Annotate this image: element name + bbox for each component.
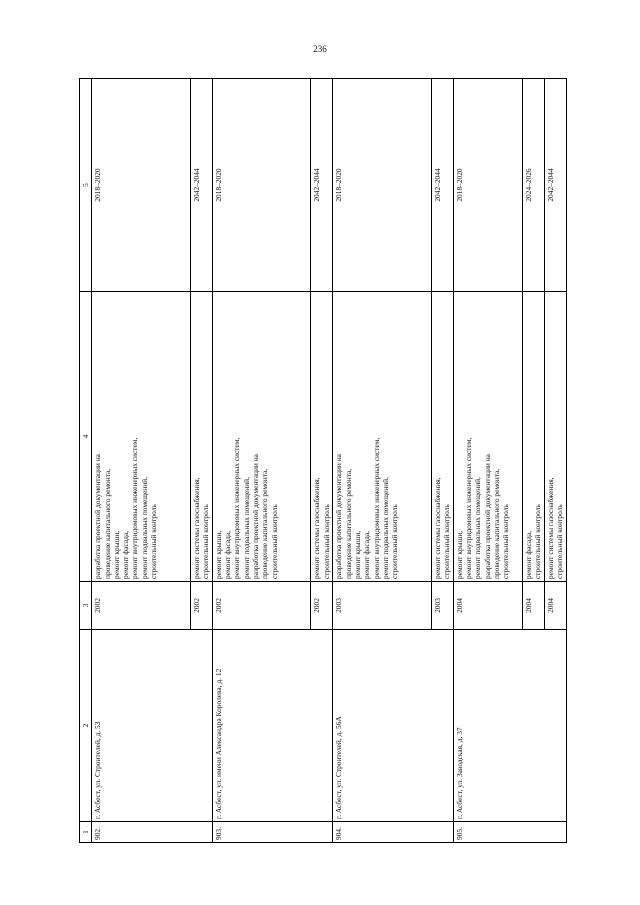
repair-period-cell: 2042–2044 [431,79,453,292]
page-number: 236 [313,44,327,54]
commission-year-cell: 2002 [92,582,191,630]
work-item: ремонт системы газоснабжения, [432,477,442,579]
work-item: ремонт внутридомовых инженерных систем, [130,437,140,579]
work-item: разработка проектной документации на [251,454,261,579]
repair-period-cell: 2018–2020 [453,79,522,292]
work-item: ремонт подвальных помещений, [241,477,251,579]
work-item: разработка проектной документации на [482,454,492,579]
commission-year-cell: 2002 [311,582,333,630]
table-row [453,79,522,843]
header-col-3: 3 [80,582,92,630]
header-col-4: 4 [80,292,92,582]
repair-period-cell: 2024–2026 [523,79,545,292]
work-item: ремонт фасада, [362,531,372,579]
works-cell [453,292,522,582]
address-cell: г. Асбест, ул. Строителей, д. 53 [92,630,213,822]
works-cell [311,292,333,582]
work-item: строительный контроль [533,504,543,579]
row-number-cell: 904. [333,822,454,843]
work-item: ремонт фасада, [121,531,131,579]
work-item: строительный контроль [321,504,331,579]
works-cell [544,292,566,582]
work-item: ремонт крыши, [352,530,362,579]
row-number-cell: 903. [212,822,333,843]
work-item: ремонт внутридомовых инженерных систем, [232,437,242,579]
work-item: строительный контроль [201,504,211,579]
commission-year-cell: 2004 [453,582,522,630]
work-item: проведение капитального ремонта, [102,468,112,579]
work-item: строительный контроль [501,504,511,579]
header-col-5: 5 [80,79,92,292]
commission-year-cell: 2004 [523,582,545,630]
table-row [333,79,432,843]
work-item: ремонт подвальных помещений, [139,477,149,579]
work-item: разработка проектной документации на [334,454,344,579]
work-item: ремонт крыши, [213,530,223,579]
work-item: ремонт подвальных помещений, [473,477,483,579]
rotated-table-container [79,78,567,843]
work-item: проведение капитального ремонта, [343,468,353,579]
work-item: ремонт системы газоснабжения, [191,477,201,579]
work-item: проведение капитального ремонта, [492,468,502,579]
works-cell [92,292,191,582]
address-cell: г. Асбест, ул. Строителей, д. 56А [333,630,454,822]
work-item: строительный контроль [390,504,400,579]
address-cell: г. Асбест, ул. Заводская, д. 37 [453,630,566,822]
work-item: ремонт крыши, [454,530,464,579]
works-cell [431,292,453,582]
header-col-1: 1 [80,822,92,843]
commission-year-cell: 2003 [431,582,453,630]
address-cell: г. Асбест, ул. имени Александра Королева, д. 12 [212,630,333,822]
repair-period-cell: 2042–2044 [311,79,333,292]
commission-year-cell: 2003 [333,582,432,630]
work-item: ремонт внутридомовых инженерных систем, [371,437,381,579]
repair-schedule-table [79,78,567,843]
work-item: проведение капитального ремонта, [260,468,270,579]
work-item: ремонт внутридомовых инженерных систем, [464,437,474,579]
work-item: строительный контроль [149,504,159,579]
table-row [212,79,311,843]
commission-year-cell: 2004 [544,582,566,630]
repair-period-cell: 2018–2020 [333,79,432,292]
works-cell [190,292,212,582]
works-cell [523,292,545,582]
work-item: ремонт подвальных помещений, [380,477,390,579]
row-number-cell: 905. [453,822,566,843]
work-item: строительный контроль [442,504,452,579]
work-item: ремонт фасада, [524,531,534,579]
work-item: ремонт системы газоснабжения, [545,477,555,579]
work-item: строительный контроль [269,504,279,579]
table-body [92,79,567,843]
header-col-2: 2 [80,630,92,822]
repair-period-cell: 2018–2020 [212,79,311,292]
work-item: ремонт фасада, [223,531,233,579]
work-item: разработка проектной документации на [93,454,103,579]
table-header-row [80,79,92,843]
repair-period-cell: 2042–2044 [544,79,566,292]
table-row [92,79,191,843]
work-item: ремонт крыши, [111,530,121,579]
commission-year-cell: 2002 [190,582,212,630]
work-item: ремонт системы газоснабжения, [312,477,322,579]
works-cell [212,292,311,582]
work-item: строительный контроль [555,504,565,579]
repair-period-cell: 2042–2044 [190,79,212,292]
commission-year-cell: 2002 [212,582,311,630]
repair-period-cell: 2018–2020 [92,79,191,292]
row-number-cell: 902. [92,822,213,843]
works-cell [333,292,432,582]
